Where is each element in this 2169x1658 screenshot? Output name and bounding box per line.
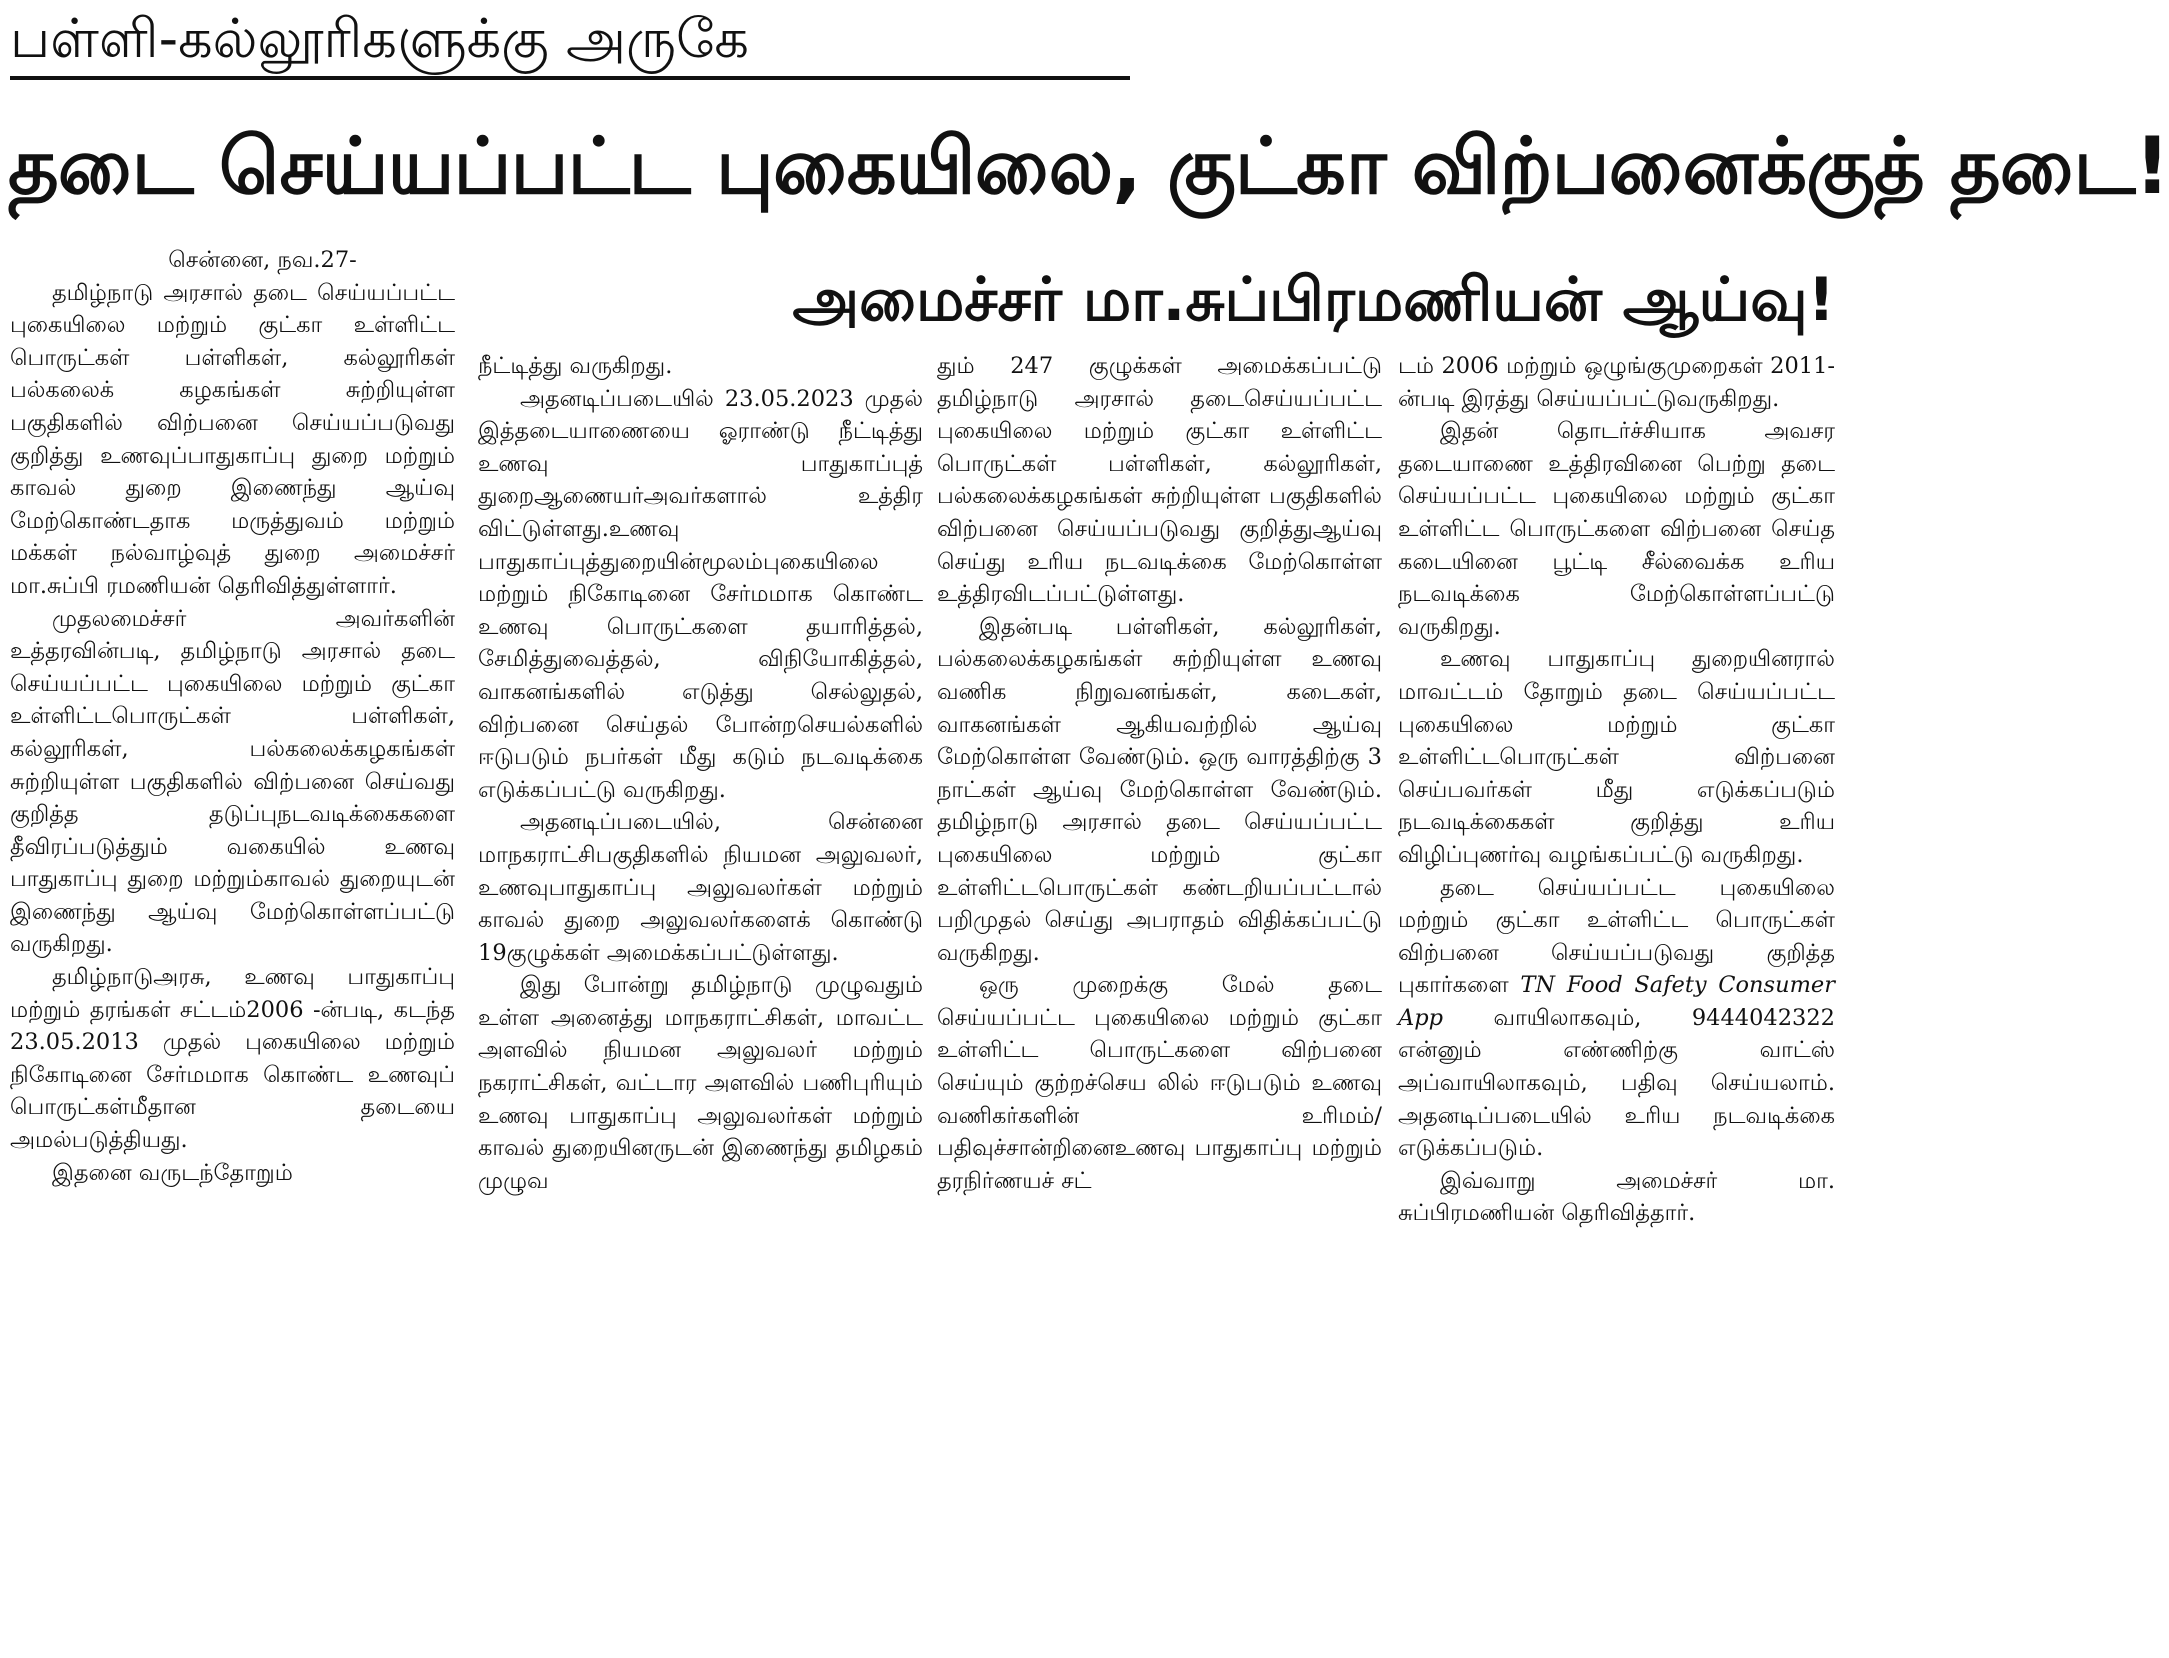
article-column-2 — [478, 350, 923, 1654]
article-column-3 — [937, 350, 1382, 1654]
paragraph: ஒரு முறைக்கு மேல் தடை செய்யப்பட்ட புகையிலை மற்றும் குட்கா உள்ளிட்ட பொருட்களை விற்பனை செய்யும் குற்றச்செய லில் ஈடுபடும் உணவு வணிகர்களின் உரிமம்/ பதிவுச்சான்றினைஉணவு பாதுகாப்பு மற்றும் தரநிர்ணயச் சட் — [937, 972, 1382, 1194]
paragraph: முதலமைச்சர் அவர்களின் உத்தரவின்படி, தமிழ்நாடு அரசால் தடை செய்யப்பட்ட புகையிலை மற்றும் குட்கா உள்ளிட்டபொருட்கள் பள்ளிகள், கல்லூரிகள், பல்கலைக்கழகங்கள் சுற்றியுள்ள பகுதிகளில் விற்பனை செய்வது குறித்த தடுப்புநடவடிக்கைகளை தீவிரப்படுத்தும் வகையில் உணவு பாதுகாப்பு துறை மற்றும்காவல் துறையுடன் இணைந்து ஆய்வு மேற்கொள்ளப்பட்டு வருகிறது. — [10, 605, 455, 958]
paragraph-text: தடை செய்யப்பட்ட புகையிலை மற்றும் குட்கா உள்ளிட்ட பொருட்கள் விற்பனை செய்யப்படுவது குறித்த புகார்களை — [1398, 874, 1835, 999]
closing-paragraph: இவ்வாறு அமைச்சர் மா. சுப்பிரமணியன் தெரிவித்தார். — [1398, 1167, 1835, 1227]
paragraph-text: வாயிலாகவும், 9444042322 என்னும் எண்ணிற்கு வாட்ஸ் அப்வாயிலாகவும், பதிவு செய்யலாம். அதனடிப்படையில் உரிய நடவடிக்கை எடுக்கப்படும். — [1398, 1004, 1835, 1162]
paragraph: இது போன்று தமிழ்நாடு முழுவதும் உள்ள அனைத்து மாநகராட்சிகள், மாவட்ட அளவில் நியமன அலுவலர் மற்றும் நகராட்சிகள், வட்டார அளவில் பணிபுரியும் உணவு பாதுகாப்பு அலுவலர்கள் மற்றும் காவல் துறையினருடன் இணைந்து தமிழகம் முழுவ — [478, 972, 923, 1194]
paragraph: இதன் தொடர்ச்சியாக அவசர தடையாணை உத்திரவினை பெற்று தடை செய்யப்பட்ட புகையிலை மற்றும் குட்கா உள்ளிட்ட பொருட்களை விற்பனை செய்த கடையினை பூட்டி சீல்வைக்க உரிய நடவடிக்கை மேற்கொள்ளப்பட்டு வருகிறது. — [1398, 418, 1835, 640]
paragraph: இதனை வருடந்தோறும் — [52, 1159, 293, 1186]
paragraph: அதனடிப்படையில், சென்னை மாநகராட்சிபகுதிகளில் நியமன அலுவலர், உணவுபாதுகாப்பு அலுவலர்கள் மற்றும் காவல் துறை அலுவலர்களைக் கொண்டு 19குழுக்கள் அமைக்கப்பட்டுள்ளது. — [478, 809, 923, 966]
paragraph: இதன்படி பள்ளிகள், கல்லூரிகள், பல்கலைக்கழகங்கள் சுற்றியுள்ள உணவு வணிக நிறுவனங்கள், கடைகள், வாகனங்கள் ஆகியவற்றில் ஆய்வு மேற்கொள்ள வேண்டும். ஒரு வாரத்திற்கு 3 நாட்கள் ஆய்வு மேற்கொள்ள வேண்டும். தமிழ்நாடு அரசால் தடை செய்யப்பட்ட புகையிலை மற்றும் குட்கா உள்ளிட்டபொருட்கள் கண்டறியப்பட்டால் பறிமுதல் செய்து அபராதம் விதிக்கப்பட்டு வருகிறது. — [937, 613, 1382, 966]
paragraph: டம் 2006 மற்றும் ஒழுங்குமுறைகள் 2011-ன்படி இரத்து செய்யப்பட்டுவருகிறது. — [1398, 353, 1835, 412]
dateline: சென்னை, நவ.27- — [168, 247, 357, 273]
paragraph: அதனடிப்படையில் 23.05.2023 முதல் இத்தடையாணையை ஓராண்டு நீட்டித்து உணவு பாதுகாப்புத் துறைஆணையர்அவர்களால் உத்திர விட்டுள்ளது.உணவு பாதுகாப்புத்துறையின்மூலம்புகையிலை மற்றும் நிகோடினை சேர்மமாக கொண்ட உணவு பொருட்களை தயாரித்தல், சேமித்துவைத்தல், விநியோகித்தல், வாகனங்களில் எடுத்து செல்லுதல், விற்பனை செய்தல் போன்றசெயல்களில் ஈடுபடும் நபர்கள் மீது கடும் நடவடிக்கை எடுக்கப்பட்டு வருகிறது. — [478, 385, 923, 803]
paragraph: நீட்டித்து வருகிறது. — [478, 353, 673, 379]
paragraph: உணவு பாதுகாப்பு துறையினரால் மாவட்டம் தோறும் தடை செய்யப்பட்ட புகையிலை மற்றும் குட்கா உள்ளிட்டபொருட்கள் விற்பனை செய்பவர்கள் மீது எடுக்கப்படும் நடவடிக்கைகள் குறித்து உரிய விழிப்புணர்வு வழங்கப்பட்டு வருகிறது. — [1398, 646, 1835, 868]
app-name: TN Food Safety Consumer App — [1398, 972, 1835, 1031]
paragraph: தும் 247 குழுக்கள் அமைக்கப்பட்டு தமிழ்நாடு அரசால் தடைசெய்யப்பட்ட புகையிலை மற்றும் குட்கா உள்ளிட்ட பொருட்கள் பள்ளிகள், கல்லூரிகள், பல்கலைக்கழகங்கள் சுற்றியுள்ள பகுதிகளில் விற்பனை செய்யப்படுவது குறித்துஆய்வு செய்து உரிய நடவடிக்கை மேற்கொள்ள உத்திரவிடப்பட்டுள்ளது. — [937, 353, 1382, 608]
paragraph: தமிழ்நாடுஅரசு, உணவு பாதுகாப்பு மற்றும் தரங்கள் சட்டம்2006 -ன்படி, கடந்த 23.05.2013 முதல் புகையிலை மற்றும் நிகோடினை சேர்மமாக கொண்ட உணவுப் பொருட்கள்மீதான தடையை அமல்படுத்தியது. — [10, 964, 455, 1154]
subheadline: அமைச்சர் மா.சுப்பிரமணியன் ஆய்வு! — [792, 265, 1835, 335]
article-column-4 — [1398, 350, 1835, 1654]
article-column-1 — [10, 244, 455, 1654]
kicker: பள்ளி-கல்லூரிகளுக்கு அருகே — [10, 7, 749, 70]
headline: தடை செய்யப்பட்ட புகையிலை, குட்கா விற்பனைக்குத் தடை! — [8, 122, 2169, 212]
paragraph — [1398, 872, 1835, 1165]
paragraph: தமிழ்நாடு அரசால் தடை செய்யப்பட்ட புகையிலை மற்றும் குட்கா உள்ளிட்ட பொருட்கள் பள்ளிகள், கல்லூரிகள் பல்கலைக் கழகங்கள் சுற்றியுள்ள பகுதிகளில் விற்பனை செய்யப்படுவது குறித்து உணவுப்பாதுகாப்பு துறை மற்றும் காவல் துறை இணைந்து ஆய்வு மேற்கொண்டதாக மருத்துவம் மற்றும் மக்கள் நல்வாழ்வுத் துறை அமைச்சர் மா.சுப்பி ரமணியன் தெரிவித்துள்ளார். — [10, 279, 455, 599]
kicker-rule — [10, 76, 1130, 80]
